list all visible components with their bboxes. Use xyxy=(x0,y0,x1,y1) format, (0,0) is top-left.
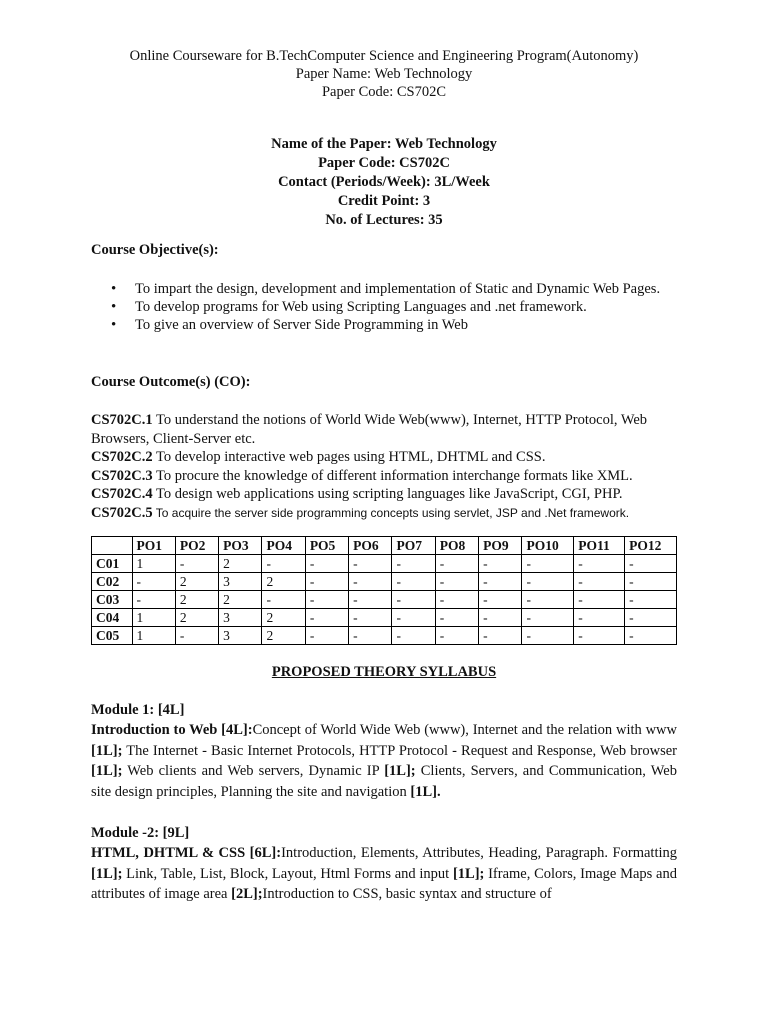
paper-code-title: Paper Code: CS702C xyxy=(318,155,450,171)
outcome-item xyxy=(91,504,679,523)
table-cell: - xyxy=(522,627,574,645)
header-cell: PO1 xyxy=(132,537,175,555)
table-cell: 1 xyxy=(132,609,175,627)
text-segment: Link, Table, List, Block, Layout, Html Forms and input xyxy=(122,865,453,882)
bold-segment: [1L]; xyxy=(384,763,416,779)
bold-segment: [1L]; xyxy=(91,763,123,779)
table-cell: - xyxy=(435,609,478,627)
table-cell: - xyxy=(625,627,677,645)
table-body xyxy=(92,555,677,645)
table-cell: - xyxy=(574,555,625,573)
bold-segment: [2L]; xyxy=(231,886,263,902)
table-cell: - xyxy=(305,627,348,645)
table-row xyxy=(92,555,677,573)
table-header-row xyxy=(92,537,677,555)
header-cell: PO4 xyxy=(262,537,305,555)
table-cell: 3 xyxy=(219,609,262,627)
table-cell: 2 xyxy=(175,609,218,627)
bold-segment: [1L]; xyxy=(452,865,485,882)
table-row xyxy=(92,573,677,591)
outcome-text: To develop interactive web pages using HTML, DHTML and CSS. xyxy=(152,449,546,465)
table-cell: - xyxy=(305,555,348,573)
header-cell: PO6 xyxy=(349,537,392,555)
module-1-heading: Module 1: [4L] xyxy=(91,702,185,718)
table-cell: - xyxy=(392,627,435,645)
bold-segment: Introduction to Web [4L]: xyxy=(91,722,253,738)
row-header-cell: C04 xyxy=(92,609,133,627)
text-segment: Clients, Servers, and Communication, Web site design principles, Planning the site and navigation xyxy=(91,763,677,800)
table-cell: - xyxy=(625,573,677,591)
objective-item: • To impart the design, development and implementation of Static and Dynamic Web Pages. xyxy=(91,280,677,298)
header-cell: PO2 xyxy=(175,537,218,555)
text-segment: Web clients and Web servers, Dynamic IP xyxy=(122,763,385,779)
table-cell: - xyxy=(522,591,574,609)
table-cell: - xyxy=(262,591,305,609)
table-cell: - xyxy=(435,573,478,591)
table-cell: - xyxy=(479,555,522,573)
table-cell: 2 xyxy=(219,591,262,609)
table-cell: - xyxy=(349,591,392,609)
table-cell: - xyxy=(574,591,625,609)
bold-segment: [1L]; xyxy=(91,865,123,882)
module-2-heading: Module -2: [9L] xyxy=(91,825,190,841)
table-row xyxy=(92,591,677,609)
outcome-text: To procure the knowledge of different information interchange formats like XML. xyxy=(152,467,633,484)
outcome-text: To acquire the server side programming concepts using servlet, JSP and .Net framework. xyxy=(152,505,630,520)
table-cell: - xyxy=(625,555,677,573)
row-header-cell: C02 xyxy=(92,573,133,591)
course-objectives-heading: Course Objective(s): xyxy=(91,242,219,258)
text-segment: Iframe, Colors, Image Maps and attributes of image area xyxy=(91,865,677,902)
header-line-paper-name: Paper Name: Web Technology xyxy=(295,66,473,82)
text-segment: Introduction, Elements, Attributes, Heading, Paragraph. Formatting xyxy=(281,845,677,861)
table-cell: - xyxy=(574,627,625,645)
outcome-code: CS702C.4 xyxy=(91,486,153,502)
header-cell: PO7 xyxy=(392,537,435,555)
objective-item: • To develop programs for Web using Scripting Languages and .net framework. xyxy=(91,298,677,316)
text-segment: Concept of World Wide Web (www), Internet and the relation with www xyxy=(252,722,678,738)
header-cell: PO12 xyxy=(625,537,677,555)
outcome-item xyxy=(91,485,679,504)
objective-item: • To give an overview of Server Side Programming in Web xyxy=(91,316,677,334)
bold-segment: [1L]. xyxy=(410,783,441,800)
outcome-item xyxy=(91,467,679,486)
table-cell: 3 xyxy=(219,573,262,591)
row-header-cell: C03 xyxy=(92,591,133,609)
table-cell: - xyxy=(479,591,522,609)
table-cell: - xyxy=(479,627,522,645)
table-cell: - xyxy=(625,591,677,609)
text-segment: The Internet - Basic Internet Protocols, HTTP Protocol - Request and Response, Web browser xyxy=(122,742,677,759)
table-cell: - xyxy=(305,591,348,609)
table-cell: - xyxy=(349,627,392,645)
table-cell: - xyxy=(625,609,677,627)
table-cell: - xyxy=(305,609,348,627)
table-cell: 3 xyxy=(219,627,262,645)
row-header-cell: C05 xyxy=(92,627,133,645)
bold-segment: HTML, DHTML & CSS [6L]: xyxy=(91,845,282,861)
bold-segment: [1L]; xyxy=(91,742,123,759)
outcomes-list xyxy=(91,411,679,522)
table-cell: 2 xyxy=(219,555,262,573)
table-cell: - xyxy=(349,573,392,591)
table-cell: 2 xyxy=(175,573,218,591)
table-cell: - xyxy=(305,573,348,591)
objectives-list xyxy=(91,280,677,334)
table-cell: 2 xyxy=(175,591,218,609)
outcome-item xyxy=(91,411,679,448)
outcome-code: CS702C.5 xyxy=(91,504,153,521)
co-po-mapping-table xyxy=(91,536,677,645)
table-cell: - xyxy=(392,573,435,591)
paper-name-title: Name of the Paper: Web Technology xyxy=(271,136,497,152)
table-cell: 2 xyxy=(262,573,305,591)
table-cell: - xyxy=(479,609,522,627)
table-cell: - xyxy=(175,555,218,573)
table-cell: - xyxy=(349,555,392,573)
header-cell: PO9 xyxy=(479,537,522,555)
table-cell: - xyxy=(392,591,435,609)
header-cell: PO5 xyxy=(305,537,348,555)
header-line-courseware: Online Courseware for B.TechComputer Science and Engineering Program(Autonomy) xyxy=(129,48,639,64)
course-outcomes-heading: Course Outcome(s) (CO): xyxy=(91,374,251,390)
table-cell: 1 xyxy=(132,555,175,573)
table-cell: - xyxy=(392,555,435,573)
table-cell: - xyxy=(349,609,392,627)
table-row xyxy=(92,627,677,645)
credit-point-title: Credit Point: 3 xyxy=(337,193,431,209)
table-cell: - xyxy=(574,609,625,627)
table-cell: - xyxy=(175,627,218,645)
table-cell: - xyxy=(435,591,478,609)
text-segment: Introduction to CSS, basic syntax and structure of xyxy=(262,886,552,902)
outcome-code: CS702C.1 xyxy=(91,412,153,428)
outcome-text: To design web applications using scripting languages like JavaScript, CGI, PHP. xyxy=(152,486,623,502)
outcome-code: CS702C.2 xyxy=(91,449,153,465)
module-2-content xyxy=(91,843,677,905)
header-cell: PO11 xyxy=(574,537,625,555)
table-cell: - xyxy=(132,591,175,609)
header-cell: PO3 xyxy=(219,537,262,555)
table-cell: - xyxy=(132,573,175,591)
table-cell: - xyxy=(574,573,625,591)
module-1-content xyxy=(91,720,677,802)
table-cell: - xyxy=(522,555,574,573)
table-cell: 1 xyxy=(132,627,175,645)
table-cell: 2 xyxy=(262,627,305,645)
header-cell: PO10 xyxy=(522,537,574,555)
contact-periods-title: Contact (Periods/Week): 3L/Week xyxy=(278,174,490,190)
table-cell: 2 xyxy=(262,609,305,627)
syllabus-title: PROPOSED THEORY SYLLABUS xyxy=(271,664,497,680)
outcome-text: To understand the notions of World Wide Web(www), Internet, HTTP Protocol, Web Browsers, Client-Server etc. xyxy=(91,412,648,447)
table-cell: - xyxy=(522,609,574,627)
header-cell: PO8 xyxy=(435,537,478,555)
outcome-code: CS702C.3 xyxy=(91,467,153,484)
lectures-count-title: No. of Lectures: 35 xyxy=(325,212,443,228)
table-cell: - xyxy=(392,609,435,627)
table-cell: - xyxy=(479,573,522,591)
table-cell: - xyxy=(262,555,305,573)
outcome-item xyxy=(91,448,679,467)
table-row xyxy=(92,609,677,627)
header-cell xyxy=(92,537,133,555)
table-cell: - xyxy=(522,573,574,591)
header-line-paper-code: Paper Code: CS702C xyxy=(321,84,447,100)
row-header-cell: C01 xyxy=(92,555,133,573)
table-cell: - xyxy=(435,627,478,645)
table-cell: - xyxy=(435,555,478,573)
